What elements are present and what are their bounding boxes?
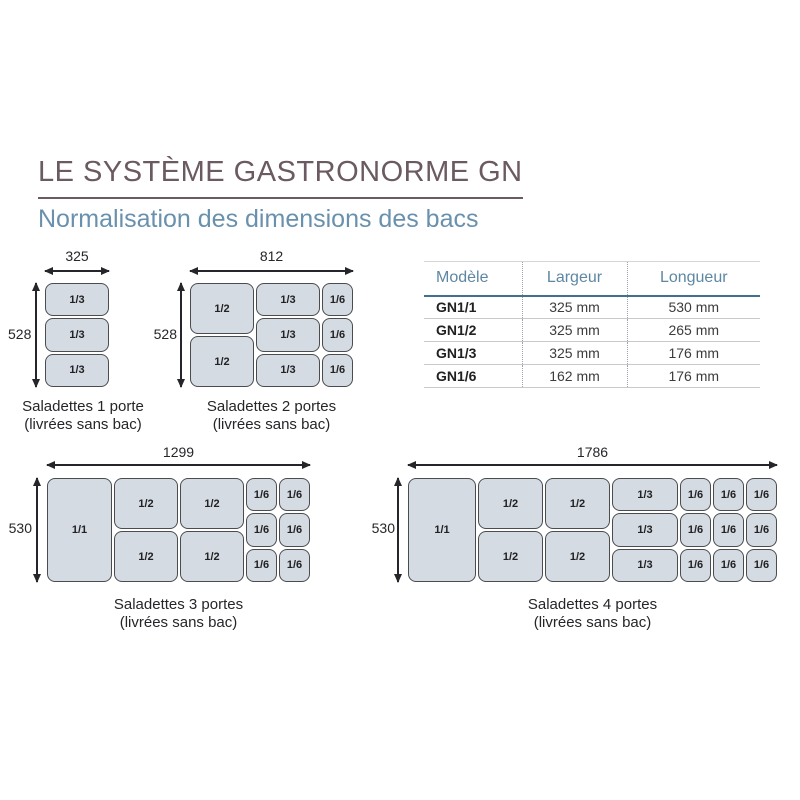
bin-column (246, 478, 277, 582)
diagram-caption (8, 398, 158, 433)
bins-grid (190, 283, 353, 387)
gn-bin-1-6: 1/6 (279, 478, 310, 511)
caption-line2: (livrées sans bac) (119, 613, 238, 631)
bin-column (408, 478, 476, 582)
gn-bin-1-2: 1/2 (478, 478, 543, 529)
width-arrow-icon (190, 270, 353, 272)
gn-bin-1-3: 1/3 (45, 318, 109, 351)
bin-column (322, 283, 353, 387)
gn-bin-1-1: 1/1 (47, 478, 112, 582)
longueur-cell: 176 mm (627, 365, 760, 388)
bin-column (746, 478, 777, 582)
longueur-cell: 265 mm (627, 319, 760, 342)
height-arrow-icon (397, 478, 399, 582)
model-cell: GN1/3 (424, 342, 522, 365)
caption-line1: Saladettes 3 portes (113, 596, 244, 613)
width-arrow-icon (47, 464, 310, 466)
diagram-caption (190, 398, 353, 433)
width-arrow-icon (45, 270, 109, 272)
caption-line1: Saladettes 1 porte (22, 398, 144, 415)
table-row (424, 365, 760, 388)
width-dimension-label: 325 (65, 248, 89, 264)
page-title: LE SYSTÈME GASTRONORME GN (38, 156, 523, 199)
bins-grid (47, 478, 310, 582)
gn-bin-1-6: 1/6 (746, 513, 777, 546)
gn-bin-1-1: 1/1 (408, 478, 476, 582)
table-row (424, 342, 760, 365)
diagram-saladettes-2-portes (150, 248, 368, 438)
longueur-cell: 530 mm (627, 296, 760, 319)
diagram-saladettes-1-porte (8, 248, 158, 438)
gn-bin-1-6: 1/6 (713, 478, 744, 511)
gn-bin-1-6: 1/6 (322, 283, 353, 316)
bin-column (190, 283, 254, 387)
largeur-cell: 325 mm (522, 319, 627, 342)
gn-bin-1-2: 1/2 (190, 283, 254, 334)
model-cell: GN1/2 (424, 319, 522, 342)
gn-bin-1-2: 1/2 (114, 531, 178, 582)
column-header-largeur: Largeur (522, 262, 627, 296)
page-subtitle: Normalisation des dimensions des bacs (38, 205, 479, 233)
bin-column (45, 283, 109, 387)
gn-bin-1-2: 1/2 (180, 478, 244, 529)
gn-bin-1-6: 1/6 (322, 318, 353, 351)
bin-column (478, 478, 543, 582)
height-arrow-icon (35, 283, 37, 387)
bin-column (256, 283, 320, 387)
gn-bin-1-6: 1/6 (746, 549, 777, 582)
gn-dimensions-table (424, 261, 760, 388)
largeur-cell: 325 mm (522, 342, 627, 365)
gn-bin-1-6: 1/6 (322, 354, 353, 387)
caption-line1: Saladettes 4 portes (527, 596, 658, 613)
bin-column (47, 478, 112, 582)
caption-line2: (livrées sans bac) (212, 415, 331, 433)
gn-bin-1-6: 1/6 (746, 478, 777, 511)
table-row (424, 296, 760, 319)
gn-bin-1-3: 1/3 (45, 283, 109, 316)
caption-line1: Saladettes 2 portes (206, 398, 337, 415)
diagram-saladettes-4-portes (368, 444, 783, 636)
gn-bin-1-3: 1/3 (256, 283, 320, 316)
gn-bin-1-6: 1/6 (680, 478, 711, 511)
gn-bin-1-2: 1/2 (190, 336, 254, 387)
gn-bin-1-6: 1/6 (279, 549, 310, 582)
gn-bin-1-3: 1/3 (256, 354, 320, 387)
column-header-modele: Modèle (424, 262, 522, 296)
gn-bin-1-6: 1/6 (246, 513, 277, 546)
width-dimension-label: 812 (259, 248, 284, 264)
gn-bin-1-2: 1/2 (545, 478, 610, 529)
gn-bin-1-6: 1/6 (713, 513, 744, 546)
gn-bin-1-3: 1/3 (612, 513, 678, 546)
gn-bin-1-3: 1/3 (45, 354, 109, 387)
gn-bin-1-6: 1/6 (713, 549, 744, 582)
diagram-caption (47, 596, 310, 631)
width-dimension-label: 1786 (576, 444, 609, 460)
bins-grid (45, 283, 109, 387)
height-arrow-icon (180, 283, 182, 387)
bin-column (545, 478, 610, 582)
bin-column (612, 478, 678, 582)
largeur-cell: 325 mm (522, 296, 627, 319)
bin-column (114, 478, 178, 582)
bins-grid (408, 478, 777, 582)
gn-bin-1-3: 1/3 (612, 478, 678, 511)
gn-bin-1-6: 1/6 (680, 549, 711, 582)
table-header-row (424, 262, 760, 296)
bin-column (180, 478, 244, 582)
width-dimension-label: 1299 (162, 444, 195, 460)
caption-line2: (livrées sans bac) (533, 613, 652, 631)
gn-bin-1-6: 1/6 (279, 513, 310, 546)
gn-bin-1-6: 1/6 (246, 549, 277, 582)
gn-bin-1-3: 1/3 (612, 549, 678, 582)
gn-bin-1-6: 1/6 (246, 478, 277, 511)
height-dimension-label: 530 (8, 520, 32, 536)
caption-line2: (livrées sans bac) (24, 415, 142, 433)
height-arrow-icon (36, 478, 38, 582)
column-header-longueur: Longueur (627, 262, 760, 296)
gn-bin-1-2: 1/2 (114, 478, 178, 529)
gn-bin-1-2: 1/2 (545, 531, 610, 582)
height-dimension-label: 528 (8, 326, 32, 342)
gn-bin-1-3: 1/3 (256, 318, 320, 351)
table-row (424, 319, 760, 342)
largeur-cell: 162 mm (522, 365, 627, 388)
bin-column (279, 478, 310, 582)
model-cell: GN1/6 (424, 365, 522, 388)
height-dimension-label: 530 (371, 520, 395, 536)
diagram-saladettes-3-portes (8, 444, 320, 636)
gn-bin-1-2: 1/2 (180, 531, 244, 582)
model-cell: GN1/1 (424, 296, 522, 319)
bin-column (713, 478, 744, 582)
bin-column (680, 478, 711, 582)
height-dimension-label: 528 (153, 326, 177, 342)
diagram-caption (408, 596, 777, 631)
longueur-cell: 176 mm (627, 342, 760, 365)
width-arrow-icon (408, 464, 777, 466)
gn-bin-1-2: 1/2 (478, 531, 543, 582)
gn-bin-1-6: 1/6 (680, 513, 711, 546)
